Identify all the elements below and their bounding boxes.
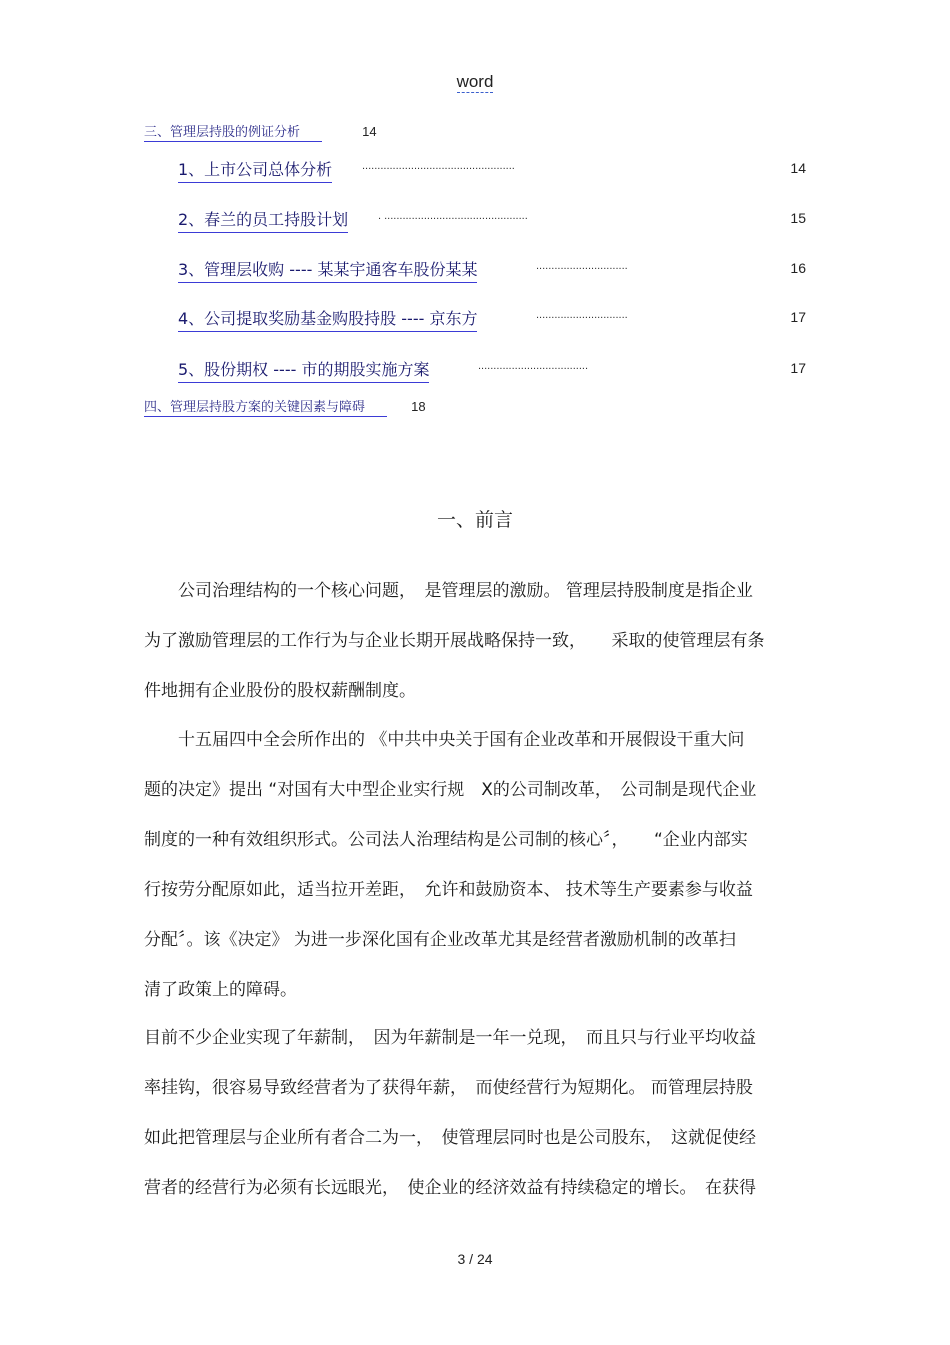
toc-leader-dots: .............................. (536, 260, 628, 272)
toc-subitem-1[interactable] (178, 157, 806, 183)
text-line: 为了激励管理层的工作行为与企业长期开展战略保持一致， 采取的使管理层有条 (144, 631, 765, 651)
header-title: word (456, 72, 494, 91)
text-line: 件地拥有企业股份的股权薪酬制度。 (144, 681, 416, 701)
text-line: 分配〞。该《决定》 为进一步深化国有企业改革尤其是经营者激励机制的改革扫 (144, 930, 736, 950)
section-title: 一、前言 (436, 509, 513, 531)
paragraph-3 (144, 1013, 806, 1213)
toc-subitem-page: 17 (790, 360, 806, 376)
text-line: 营者的经营行为必须有长远眼光， 使企业的经济效益有持续稳定的增长。 在获得 (144, 1178, 756, 1198)
toc-item-label[interactable]: 三、管理层持股的例证分析 (144, 121, 322, 142)
toc-item-page: 18 (411, 399, 426, 414)
toc-item-page: 14 (362, 124, 377, 139)
text-line: 行按劳分配原如此，适当拉开差距， 允许和鼓励资本、 技术等生产要素参与收益 (144, 880, 753, 900)
text-line: 题的决定》提出 “对国有大中型企业实行规 X的公司制改革， 公司制是现代企业 (144, 780, 757, 800)
toc-subitem-5[interactable] (178, 357, 806, 383)
text-line: 十五届四中全会所作出的 《中共中央关于国有企业改革和开展假设干重大问 (144, 730, 745, 750)
toc-item-4[interactable] (144, 396, 426, 417)
toc-subitem-page: 15 (790, 210, 806, 226)
toc-subitem-page: 14 (790, 160, 806, 176)
text-line: 清了政策上的障碍。 (144, 980, 297, 1000)
toc-subitem-label[interactable]: 4、公司提取奖励基金购股持股 ---- 京东方 (178, 306, 477, 332)
toc-leader-dots: .............................. (536, 309, 628, 321)
text-line: 目前不少企业实现了年薪制， 因为年薪制是一年一兑现， 而且只与行业平均收益 (144, 1028, 756, 1048)
toc-leader-dots: .................................... (478, 360, 589, 372)
text-line: 如此把管理层与企业所有者合二为一， 使管理层同时也是公司股东， 这就促使经 (144, 1128, 756, 1148)
toc-leader-dots: .................................................. (362, 160, 515, 172)
toc-subitem-label[interactable]: 2、春兰的员工持股计划 (178, 207, 348, 233)
toc-subitem-label[interactable]: 1、上市公司总体分析 (178, 157, 332, 183)
text-line: 公司治理结构的一个核心问题， 是管理层的激励。 管理层持股制度是指企业 (144, 581, 753, 601)
page-number-indicator: 3 / 24 (457, 1251, 493, 1267)
paragraph-1 (144, 566, 806, 716)
text-line: 制度的一种有效组织形式。公司法人治理结构是公司制的核心〞， “企业内部实 (144, 830, 748, 850)
paragraph-2 (144, 715, 806, 1015)
toc-subitem-label[interactable]: 3、管理层收购 ---- 某某宇通客车股份某某 (178, 257, 477, 283)
page-header (0, 72, 950, 92)
toc-subitem-3[interactable] (178, 257, 806, 283)
toc-item-label[interactable]: 四、管理层持股方案的关键因素与障碍 (144, 396, 387, 417)
toc-item-3[interactable] (144, 121, 377, 142)
toc-subitem-4[interactable] (178, 306, 806, 332)
toc-subitem-label[interactable]: 5、股份期权 ---- 市的期股实施方案 (178, 357, 429, 383)
toc-subitem-page: 17 (790, 309, 806, 325)
toc-subitem-page: 16 (790, 260, 806, 276)
toc-leader-dots: . ............................................... (378, 210, 528, 222)
toc-subitem-2[interactable] (178, 207, 806, 233)
text-line: 率挂钩，很容易导致经营者为了获得年薪， 而使经营行为短期化。 而管理层持股 (144, 1078, 753, 1098)
